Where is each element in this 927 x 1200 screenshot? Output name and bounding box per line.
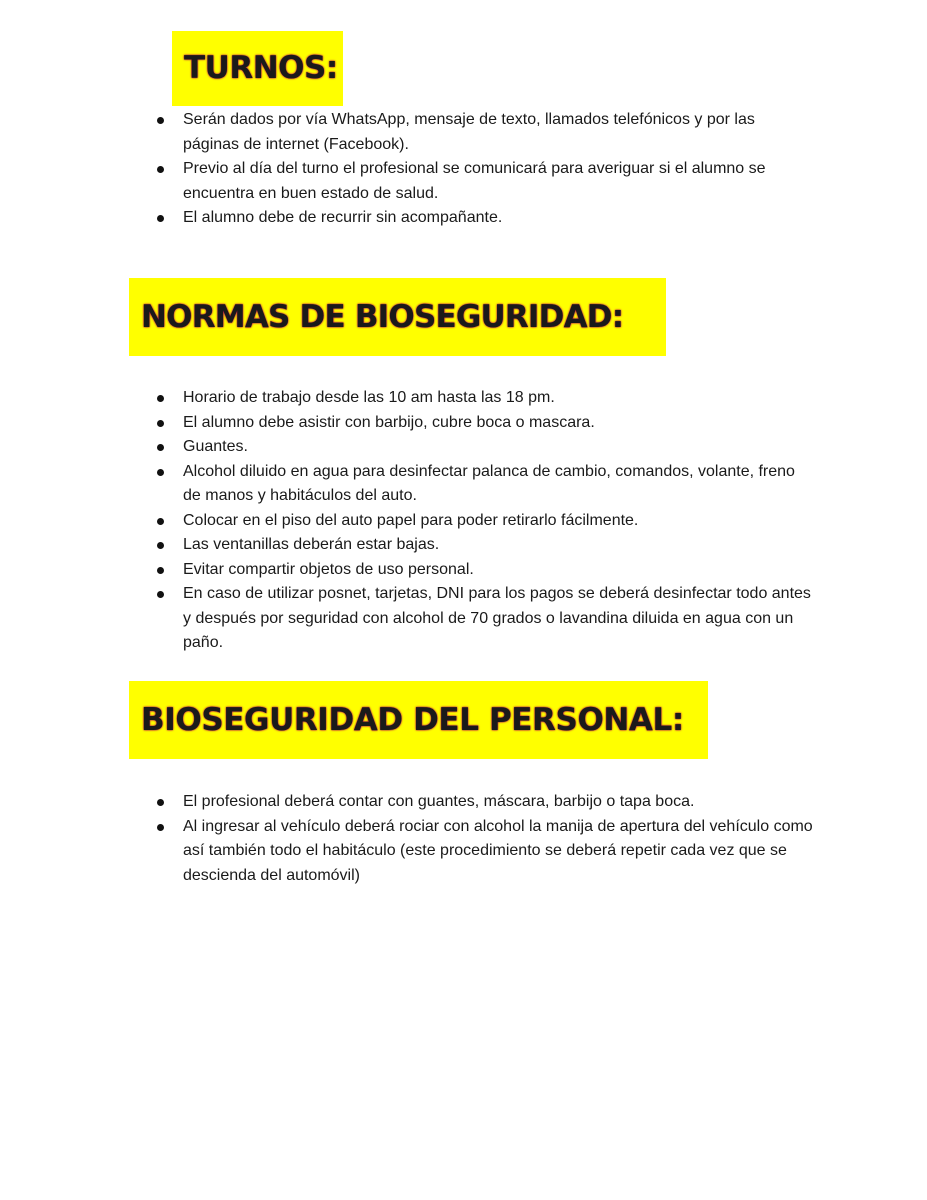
bullet-list-turnos [154,108,814,231]
bullet-icon [157,824,164,831]
list-item-text: El profesional deberá contar con guantes, máscara, barbijo o tapa boca. [183,793,695,810]
list-item [154,435,814,460]
list-item-text: En caso de utilizar posnet, tarjetas, DNI para los pagos se deberá desinfectar todo antes y después por seguridad con alcohol de 70 grados o lavandina diluida en agua con un paño. [183,585,811,651]
bullet-list-normas [154,386,814,656]
bullet-icon [157,444,164,451]
list-item [154,386,814,411]
list-item-text: Horario de trabajo desde las 10 am hasta las 18 pm. [183,389,555,406]
list-item-text: Al ingresar al vehículo deberá rociar con alcohol la manija de apertura del vehículo como así también todo el habitáculo (este procedimiento se deberá repetir cada vez que se descienda del automóvil) [183,817,813,884]
list-item [154,815,814,889]
list-item [154,460,814,509]
bullet-icon [157,215,164,222]
heading-text: BIOSEGURIDAD DEL PERSONAL: [141,701,684,738]
list-item [154,411,814,436]
bullet-icon [157,420,164,427]
list-item [154,206,814,231]
list-item-text: Evitar compartir objetos de uso personal. [183,560,474,578]
section-heading-turnos [172,31,343,106]
bullet-icon [157,395,164,402]
section-heading-personal [129,681,708,759]
bullet-icon [157,518,164,525]
list-item [154,157,814,206]
list-item [154,558,814,583]
list-item-text: El alumno debe asistir con barbijo, cubre boca o mascara. [183,413,595,431]
bullet-icon [157,542,164,549]
bullet-list-personal [154,790,814,888]
list-item-text: Serán dados por vía WhatsApp, mensaje de texto, llamados telefónicos y por las páginas de internet (Facebook). [183,111,755,153]
list-item-text: Previo al día del turno el profesional se comunicará para averiguar si el alumno se encuentra en buen estado de salud. [183,160,766,202]
heading-text: NORMAS DE BIOSEGURIDAD: [141,298,624,335]
bullet-icon [157,567,164,574]
list-item-text: Guantes. [183,438,248,455]
heading-text: TURNOS: [184,50,338,86]
list-item-text: Las ventanillas deberán estar bajas. [183,536,440,553]
section-heading-normas [129,278,666,356]
list-item-text: El alumno debe de recurrir sin acompañante. [183,209,503,226]
list-item [154,533,814,558]
list-item [154,790,814,815]
bullet-icon [157,799,164,806]
list-item [154,509,814,534]
bullet-icon [157,117,164,124]
list-item [154,108,814,157]
bullet-icon [157,166,164,173]
list-item [154,582,814,656]
list-item-text: Colocar en el piso del auto papel para poder retirarlo fácilmente. [183,511,639,529]
list-item-text: Alcohol diluido en agua para desinfectar palanca de cambio, comandos, volante, freno de manos y habitáculos del auto. [183,462,795,504]
bullet-icon [157,469,164,476]
bullet-icon [157,591,164,598]
